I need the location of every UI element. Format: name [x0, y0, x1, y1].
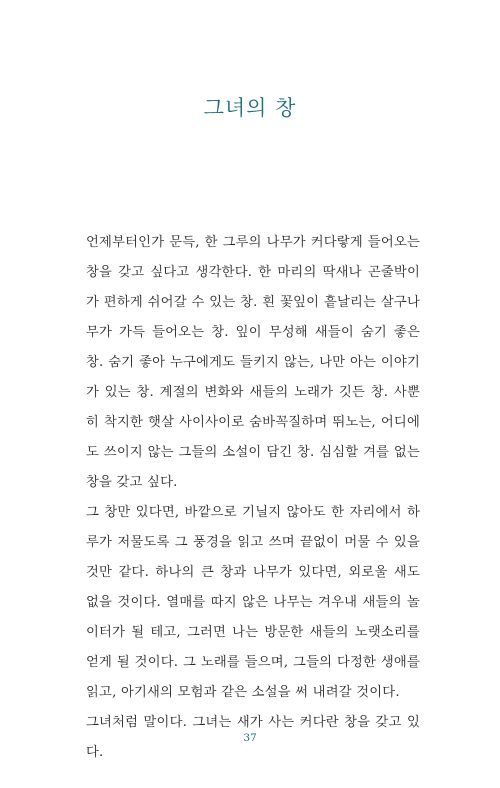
- paragraph-2: 그 창만 있다면, 바깥으로 기닐지 않아도 한 자리에서 하루가 저물도록 그 풍경을 읽고 쓰며 끝없이 머물 수 있을 것만 같다. 하나의 큰 창과 나무가 있다면, 외로울 새도 없을 것이다. 열매를 따지 않은 나무는 겨우내 새들의 놀이터가 될 테고, 그러면 나는 방문한 새들의 노랫소리를 얻게 될 것이다. 그 노래를 들으며, 그들의 다정한 생애를 읽고, 아기새의 모험과 같은 소설을 써 내려갈 것이다.: [86, 505, 420, 700]
- chapter-title: 그녀의 창: [203, 96, 297, 120]
- paragraph-1: 언제부터인가 문득, 한 그루의 나무가 커다랗게 들어오는 창을 갖고 싶다고 생각한다. 한 마리의 딱새나 곤줄박이가 편하게 쉬어갈 수 있는 창. 흰 꽃잎이 흩날리는 살구나무가 가득 들어오는 창. 잎이 무성해 새들이 숨기 좋은 창. 숨기 좋아 누구에게도 들키지 않는, 나만 아는 이야기가 있는 창. 계절의 변화와 새들의 노래가 깃든 창. 사뿐히 착지한 햇살 사이사이로 숨바꼭질하며 뛰노는, 어디에도 쓰이지 않는 그들의 소설이 담긴 창. 심심할 겨를 없는 창을 갖고 싶다.: [86, 235, 420, 490]
- page-number: 37: [243, 732, 257, 744]
- body-text: [86, 228, 420, 768]
- paragraph-3: 그녀처럼 말이다. 그녀는 새가 사는 커다란 창을 갖고 있다.: [86, 715, 420, 760]
